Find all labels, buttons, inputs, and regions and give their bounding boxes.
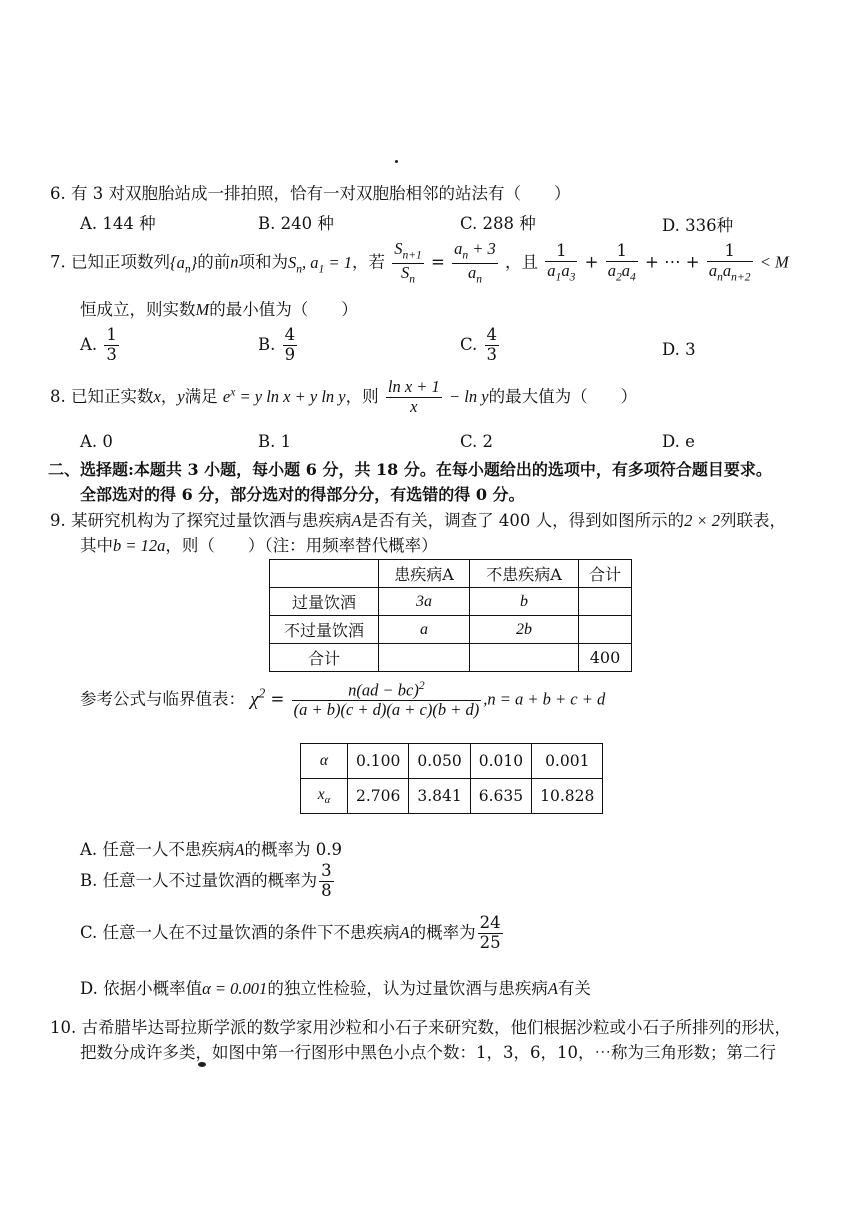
table-cell: 0.001 <box>532 744 603 779</box>
section2-heading-line2: 全部选对的得 6 分，部分选对的得部分分，有选错的得 0 分。 <box>80 485 525 504</box>
q7-option-a: A. $\frac{1}{3}$ <box>80 325 117 364</box>
table-cell: 合计 <box>579 560 632 588</box>
table-cell: $x_\alpha$ <box>301 779 348 814</box>
table-cell <box>470 644 579 672</box>
table-cell: 0.050 <box>409 744 470 779</box>
q10-stem: 10. 古希腊毕达哥拉斯学派的数学家用沙粒和小石子来研究数，他们根据沙粒或小石子所排列的形状， <box>50 1018 791 1037</box>
q7-sum-term-1: $\frac{1}{a_1a_3}$ <box>547 240 576 284</box>
table-row <box>301 744 603 779</box>
contingency-table <box>269 559 632 672</box>
table-row <box>270 616 632 644</box>
q9-option-a: A. 任意一人不患疾病A的概率为 0.9 <box>80 840 342 859</box>
q7-sum-term-2: $\frac{1}{a_2a_4}$ <box>607 240 636 284</box>
table-cell <box>579 588 632 616</box>
q7-sum-term-n: $\frac{1}{a_na_{n+2}}$ <box>708 240 751 284</box>
q9-option-d: D. 依据小概率值α = 0.001的独立性检验，认为过量饮酒与患疾病A有关 <box>80 979 591 998</box>
table-cell: 2.706 <box>348 779 409 814</box>
table-row <box>270 588 632 616</box>
q7-option-d: D. 3 <box>662 340 696 359</box>
q9-stem-line2: 其中b = 12a，则（ ）（注：用频率替代概率） <box>80 536 438 555</box>
q8-stem: 8. 已知正实数x，y满足 $e^x = y$ ln x + y ln y，则 $\frac{\text{ln x + 1}}{x}$ − ln y的最大值为（ ） <box>50 377 638 416</box>
q9-option-b: B. 任意一人不过量饮酒的概率为 $\frac{3}{8}$ <box>80 861 332 900</box>
table-cell: 400 <box>579 644 632 672</box>
q8-option-c: C. 2 <box>460 432 494 451</box>
table-cell: 2b <box>470 616 579 644</box>
table-cell <box>379 644 470 672</box>
table-cell: 患疾病A <box>379 560 470 588</box>
table-cell: 合计 <box>270 644 379 672</box>
table-cell: 0.100 <box>348 744 409 779</box>
q8-option-d: D. e <box>662 432 695 451</box>
q7-option-c: C. $\frac{4}{3}$ <box>460 325 498 364</box>
q7-line2: 恒成立，则实数M的最小值为（ ） <box>80 300 358 319</box>
q9-option-c: C. 任意一人在不过量饮酒的条件下不患疾病A的概率为 $\frac{24}{25}$ <box>80 913 501 952</box>
q6-stem: 6. 有 3 对双胞胎站成一排拍照，恰有一对双胞胎相邻的站法有（ ） <box>50 184 571 203</box>
table-cell: 3.841 <box>409 779 470 814</box>
q7-stem: 7. 已知正项数列$\{a_n\}$的前n项和为$S_n$, $a_1 = 1$，若 $\frac{S_{n+1}}{S_n}$ = $\frac{a_n + 3}{a_n}$ ，且 $\frac{1}{a_1a_3}$ + $\frac{1}{a_2a_4}$ + ⋯ + $\frac{1}{a_na_{n+2}}$ < M <box>50 239 789 285</box>
q7-ratio-fraction: $\frac{S_{n+1}}{S_n}$ <box>394 239 422 285</box>
table-cell: 不患疾病A <box>470 560 579 588</box>
q8-option-b: B. 1 <box>258 432 292 451</box>
q8-option-a: A. 0 <box>80 432 113 451</box>
scan-speck <box>395 160 398 163</box>
q10-stem-line2: 把数分成许多类，如图中第一行图形中黑色小点个数：1，3，6，10，⋯称为三角形数；第二行 <box>80 1043 776 1062</box>
q7-rhs-fraction: $\frac{a_n + 3}{a_n}$ <box>454 239 496 285</box>
q6-option-d: D. 336种 <box>662 216 734 235</box>
q6-option-c: C. 288 种 <box>460 214 536 233</box>
table-cell <box>579 616 632 644</box>
q6-option-a: A. 144 种 <box>80 214 156 233</box>
table-cell: a <box>379 616 470 644</box>
table-cell: α <box>301 744 348 779</box>
table-row <box>301 779 603 814</box>
table-cell: 0.010 <box>470 744 531 779</box>
chi-square-fraction: $\frac{n(ad - bc)^2}{(a + b)(c + d)(a + c)(b + d)}$ <box>293 680 480 720</box>
table-cell: 3a <box>379 588 470 616</box>
table-cell: 6.635 <box>470 779 531 814</box>
table-row <box>270 644 632 672</box>
q7-option-b: B. $\frac{4}{9}$ <box>258 325 296 364</box>
table-cell: 10.828 <box>532 779 603 814</box>
q6-option-b: B. 240 种 <box>258 214 334 233</box>
q8-fraction: $\frac{\text{ln x + 1}}{x}$ <box>387 377 440 416</box>
scan-speck <box>198 1062 206 1067</box>
table-header-row <box>270 560 632 588</box>
chi-square-formula: 参考公式与临界值表： $\chi^2$ = $\frac{n(ad - bc)^2}{(a + b)(c + d)(a + c)(b + d)}$ ,n = a + b + c + d <box>80 680 606 720</box>
table-cell <box>270 560 379 588</box>
table-cell: b <box>470 588 579 616</box>
critical-value-table <box>300 743 603 814</box>
table-cell: 不过量饮酒 <box>270 616 379 644</box>
section2-heading: 二、选择题:本题共 3 小题，每小题 6 分，共 18 分。在每小题给出的选项中，有多项符合题目要求。 <box>48 460 772 479</box>
q9-stem: 9. 某研究机构为了探究过量饮酒与患疾病A是否有关，调查了 400 人，得到如图所示的2 × 2列联表， <box>50 511 786 530</box>
table-cell: 过量饮酒 <box>270 588 379 616</box>
